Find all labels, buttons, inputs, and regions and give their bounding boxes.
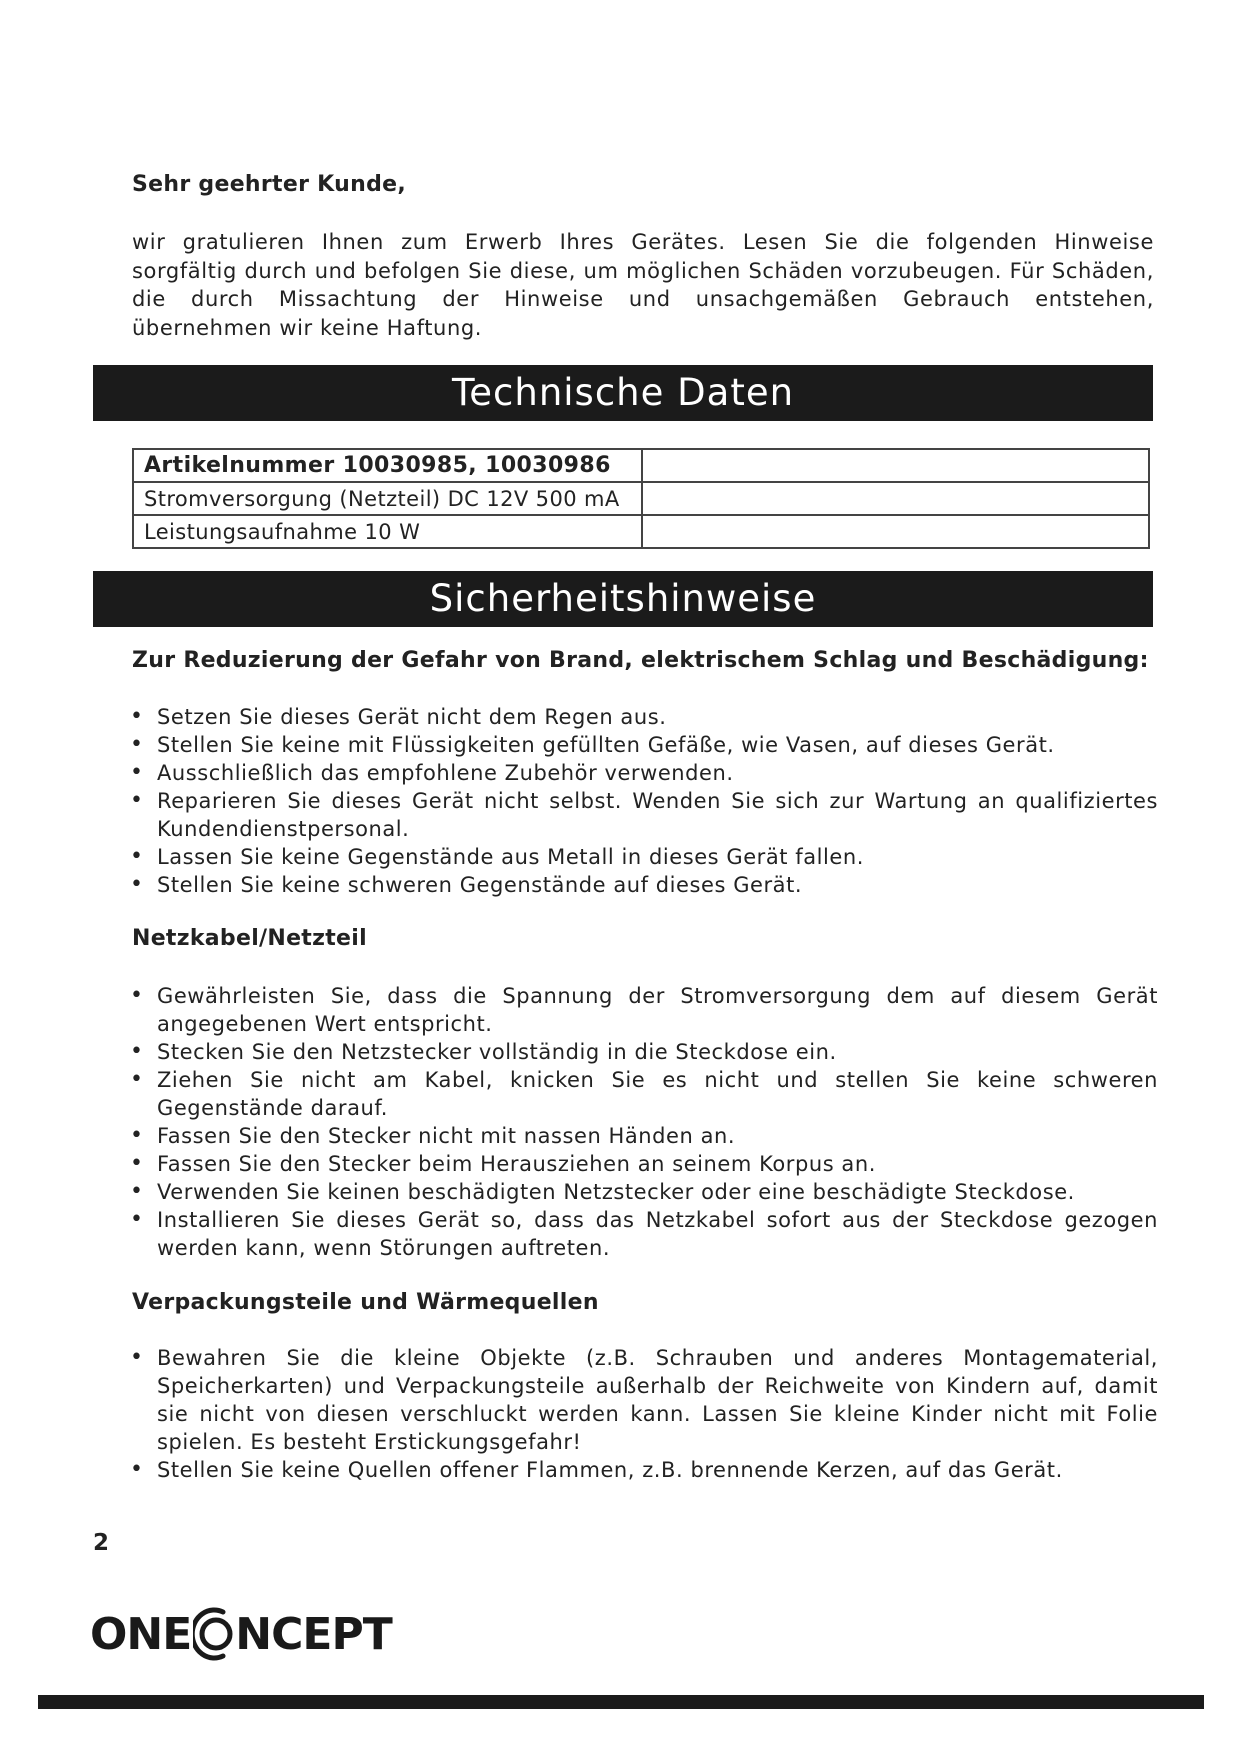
spec-label: Artikelnummer <box>144 453 335 478</box>
list-item: • Stellen Sie keine Quellen offener Flammen, z.B. brennende Kerzen, auf das Gerät. <box>130 1456 1158 1484</box>
list-item: • Ausschließlich das empfohlene Zubehör verwenden. <box>130 759 1158 787</box>
list-item: • Installieren Sie dieses Gerät so, dass das Netzkabel sofort aus der Steckdose gezogen werden kann, wenn Störungen auftreten. <box>130 1206 1158 1262</box>
list-item: • Ziehen Sie nicht am Kabel, knicken Sie es nicht und stellen Sie keine schweren Gegenstände darauf. <box>130 1066 1158 1122</box>
section-title-safety: Sicherheitshinweise <box>93 571 1153 627</box>
intro-paragraph: wir gratulieren Ihnen zum Erwerb Ihres Gerätes. Lesen Sie die folgenden Hinweise sorgfältig durch und befolgen Sie diese, um möglichen Schäden vorzubeugen. Für Schäden, die durch Missachtung der Hinweise und unsachgemäßen Gebrauch entstehen, übernehmen wir keine Haftung. <box>132 230 1154 340</box>
footer-bar <box>38 1695 1204 1709</box>
spec-cell <box>133 482 642 515</box>
table-row <box>133 515 1149 548</box>
section-title-technical: Technische Daten <box>93 365 1153 421</box>
spec-empty-cell <box>642 482 1149 515</box>
safety-list <box>130 703 1158 899</box>
list-item: • Reparieren Sie dieses Gerät nicht selbst. Wenden Sie sich zur Wartung an qualifiziertes Kundendienstpersonal. <box>130 787 1158 843</box>
verpackung-list <box>130 1344 1158 1484</box>
brand-text-left: ONE <box>90 1608 192 1660</box>
spec-cell <box>133 515 642 548</box>
list-item: • Verwenden Sie keinen beschädigten Netzstecker oder eine beschädigte Steckdose. <box>130 1178 1158 1206</box>
spec-label: Leistungsaufnahme <box>144 519 358 544</box>
brand-logo <box>90 1604 392 1664</box>
list-item: • Lassen Sie keine Gegenstände aus Metall in dieses Gerät fallen. <box>130 843 1158 871</box>
table-row <box>133 482 1149 515</box>
spec-value: 10030985, 10030986 <box>342 453 611 478</box>
list-item: • Stecken Sie den Netzstecker vollständig in die Steckdose ein. <box>130 1038 1158 1066</box>
netzkabel-heading: Netzkabel/Netzteil <box>132 926 367 951</box>
verpackung-heading: Verpackungsteile und Wärmequellen <box>132 1290 599 1315</box>
spec-cell <box>133 449 642 482</box>
list-item: • Fassen Sie den Stecker nicht mit nassen Händen an. <box>130 1122 1158 1150</box>
spec-value: 10 W <box>364 519 421 544</box>
brand-text-right: NCEPT <box>235 1608 392 1660</box>
spec-empty-cell <box>642 515 1149 548</box>
safety-heading: Zur Reduzierung der Gefahr von Brand, elektrischem Schlag und Beschädigung: <box>132 648 1149 673</box>
greeting: Sehr geehrter Kunde, <box>132 172 406 197</box>
spec-label: Stromversorgung (Netzteil) <box>144 486 441 511</box>
brand-ring-icon <box>193 1605 233 1663</box>
list-item: • Fassen Sie den Stecker beim Herausziehen an seinem Korpus an. <box>130 1150 1158 1178</box>
list-item: • Bewahren Sie die kleine Objekte (z.B. Schrauben und anderes Montagematerial, Speicherkarten) und Verpackungsteile außerhalb der Reichweite von Kindern auf, damit sie nicht von diesen verschluckt werden kann. Lassen Sie kleine Kinder nicht mit Folie spielen. Es besteht Erstickungsgefahr! <box>130 1344 1158 1456</box>
spec-empty-cell <box>642 449 1149 482</box>
spec-value: DC 12V 500 mA <box>447 486 620 511</box>
list-item: • Stellen Sie keine mit Flüssigkeiten gefüllten Gefäße, wie Vasen, auf dieses Gerät. <box>130 731 1158 759</box>
table-row <box>133 449 1149 482</box>
list-item: • Gewährleisten Sie, dass die Spannung der Stromversorgung dem auf diesem Gerät angegebenen Wert entspricht. <box>130 982 1158 1038</box>
netzkabel-list <box>130 982 1158 1262</box>
page-number: 2 <box>93 1530 110 1556</box>
list-item: • Stellen Sie keine schweren Gegenstände auf dieses Gerät. <box>130 871 1158 899</box>
spec-table <box>132 448 1150 549</box>
list-item: • Setzen Sie dieses Gerät nicht dem Regen aus. <box>130 703 1158 731</box>
